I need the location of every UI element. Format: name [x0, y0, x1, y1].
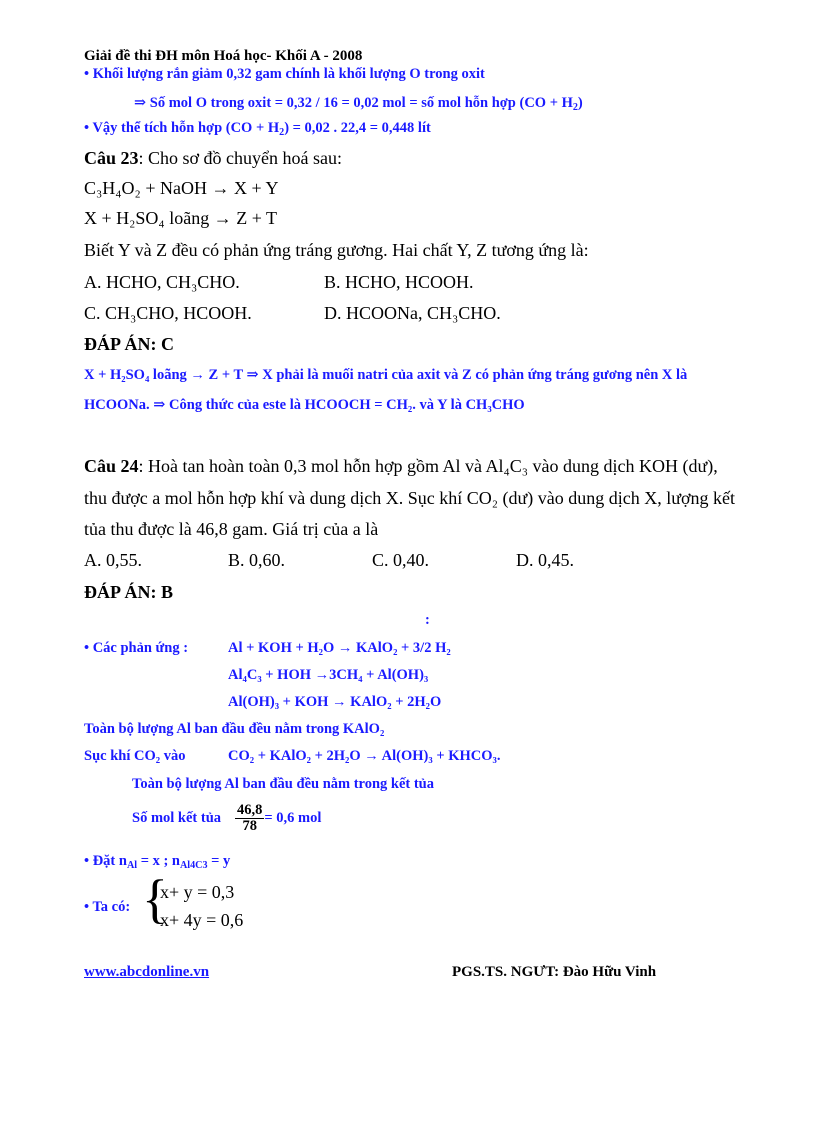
q24-reaction-3: Al(OH)₃ + KOH → KAlO₂ + 2H₂O: [228, 694, 442, 710]
q24-text-line-3: tủa thu được là 46,8 gam. Giá trị của a là: [84, 519, 379, 539]
q24-reaction-1: Al + KOH + H₂O → KAlO₂ + 3/2 H₂: [228, 640, 451, 656]
prev-mol-line: ⇒ Số mol O trong oxit = 0,32 / 16 = 0,02 mol = số mol hỗn hợp $(CO + H_2)$: [134, 95, 583, 113]
prev-bullet-mass: • Khối lượng rắn giảm 0,32 gam chính là khối lượng O trong oxit: [84, 66, 485, 82]
q24-reaction-2: Al₄C₃ + HOH →3CH₄ + Al(OH)₃: [228, 667, 429, 683]
q23-option-c: C. CH₃CHO, HCOOH.: [84, 303, 252, 323]
footer-website-link[interactable]: www.abcdonline.vn: [84, 964, 210, 980]
q24-set-variables: • Đặt $n_{Al} = x$ ; $n_{Al4C3} = y$: [84, 853, 231, 871]
mol-fraction: $\frac{46,8}{78}$: [237, 802, 263, 835]
q23-answer: ĐÁP ÁN: C: [84, 334, 174, 354]
q24-note-kalo2: Toàn bộ lượng Al ban đầu đều nằm trong KAlO₂: [84, 721, 385, 737]
q24-system-eq-1: x+ y = 0,3: [160, 882, 235, 902]
q23-intro: Câu 23: Cho sơ đồ chuyển hoá sau:: [84, 148, 343, 168]
q23-label: Câu 23: [84, 148, 139, 168]
q24-option-b: B. 0,60.: [228, 550, 286, 570]
q23-solution-line-1: X + H₂SO₄ loãng → Z + T ⇒ X phải là muối natri của axit và Z có phản ứng tráng gương nên X là: [84, 367, 688, 383]
q24-text-line-2: thu được a mol hỗn hợp khí và dung dịch X. Sục khí CO₂ (dư) vào dung dịch X, lượng kết: [84, 488, 736, 508]
q24-option-c: C. 0,40.: [372, 550, 430, 570]
q24-colon: :: [425, 612, 430, 628]
q23-option-d: D. HCOONa, CH₃CHO.: [324, 303, 501, 323]
q24-system-label: • Ta có:: [84, 899, 131, 915]
q23-option-b: B. HCHO, HCOOH.: [324, 272, 474, 292]
q23-solution-line-2: HCOONa. ⇒ Công thức của este là HCOOCH = CH₂. và Y là CH₃CHO: [84, 397, 525, 413]
implies-arrow: ⇒: [134, 95, 147, 111]
q24-co2-label: Sục khí CO₂ vào: [84, 748, 186, 764]
q24-text-line-1: Câu 24: Hoà tan hoàn toàn 0,3 mol hỗn hợp gồm Al và Al₄C₃ vào dung dịch KOH (dư),: [84, 456, 718, 476]
q23-equation-2: X + H₂SO₄ loãng → Z + T: [84, 208, 278, 228]
q24-option-d: D. 0,45.: [516, 550, 574, 570]
q24-mol-calculation: Số mol kết tủa $\frac{46,8}{78}$ = 0,6 mol: [132, 802, 322, 835]
system-brace: {: [142, 869, 168, 929]
footer-author: PGS.TS. NGƯT: Đào Hữu Vinh: [452, 964, 657, 980]
q23-option-a: A. HCHO, CH₃CHO.: [84, 272, 240, 292]
prev-volume-line: • Vậy thể tích hỗn hợp $(CO + H_2) = 0,02$ . 22,4 = 0,448 lít: [84, 120, 431, 138]
page-header: Giải đề thi ĐH môn Hoá học- Khối A - 2008: [84, 48, 363, 64]
q24-reactions-label: • Các phản ứng :: [84, 640, 189, 656]
q24-reaction-4: CO₂ + KAlO₂ + 2H₂O → Al(OH)₃ + KHCO₃.: [228, 748, 501, 764]
q24-note-precipitate: Toàn bộ lượng Al ban đầu đều nằm trong kết tủa: [132, 776, 434, 792]
q23-question: Biết Y và Z đều có phản ứng tráng gương. Hai chất Y, Z tương ứng là:: [84, 240, 589, 260]
q23-equation-1: C₃H₄O₂ + NaOH → X + Y: [84, 178, 279, 198]
q24-system-eq-2: x+ 4y = 0,6: [160, 910, 244, 930]
q24-label: Câu 24: [84, 456, 139, 476]
q24-option-a: A. 0,55.: [84, 550, 142, 570]
q24-answer: ĐÁP ÁN: B: [84, 582, 173, 602]
